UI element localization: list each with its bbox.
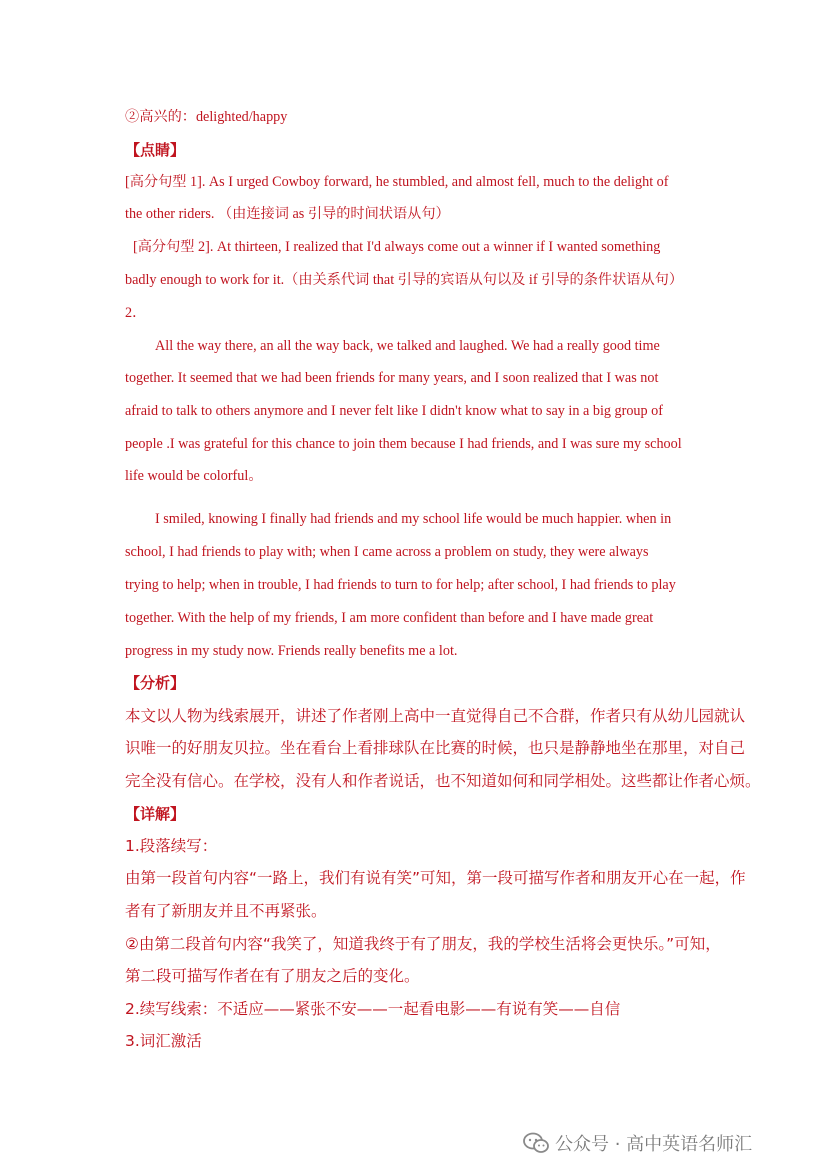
detail-line: 1.段落续写：: [125, 837, 218, 855]
section-heading-dianjing: 【点睛】: [125, 141, 186, 159]
paragraph-line: school, I had friends to play with; when I came across a problem on study, they were always: [125, 544, 649, 560]
paragraph-line: people .I was grateful for this chance to join them because I had friends, and I was sure my school: [125, 436, 682, 452]
detail-line: 3.词汇激活: [125, 1032, 202, 1050]
vocab-item: ②高兴的：delighted/happy: [125, 109, 288, 125]
paragraph-line: All the way there, an all the way back, we talked and laughed. We had a really good time: [155, 338, 660, 354]
paragraph-line: I smiled, knowing I finally had friends and my school life would be much happier. when in: [155, 511, 672, 527]
detail-line: 由第一段首句内容“一路上，我们有说有笑”可知，第一段可描写作者和朋友开心在一起，作: [125, 869, 746, 887]
analysis-line: 本文以人物为线索展开，讲述了作者刚上高中一直觉得自己不合群，作者只有从幼儿园就认: [125, 707, 746, 725]
paragraph-line: afraid to talk to others anymore and I never felt like I didn't know what to say in a big group of: [125, 403, 663, 419]
text-line: the other riders. （由连接词 as 引导的时间状语从句）: [125, 206, 450, 222]
watermark-text: 公众号 · 高中英语名师汇: [555, 1134, 753, 1155]
detail-line: 2.续写线索：不适应——紧张不安——一起看电影——有说有笑——自信: [125, 1000, 621, 1018]
text-line: [高分句型 2]. At thirteen, I realized that I'd always come out a winner if I wanted something: [133, 239, 661, 255]
text-line: [高分句型 1]. As I urged Cowboy forward, he stumbled, and almost fell, much to the delight of: [125, 174, 669, 190]
paragraph-line: together. It seemed that we had been friends for many years, and I soon realized that I was not: [125, 370, 659, 386]
analysis-line: 识唯一的好朋友贝拉。坐在看台上看排球队在比赛的时候，也只是静静地坐在那里，对自己: [125, 739, 746, 757]
paragraph-line: trying to help; when in trouble, I had friends to turn to for help; after school, I had friends to play: [125, 577, 676, 593]
paragraph-line: together. With the help of my friends, I am more confident than before and I have made great: [125, 610, 654, 626]
text-line: badly enough to work for it.（由关系代词 that 引导的宾语从句以及 if 引导的条件状语从句）: [125, 272, 684, 288]
item-number: 2．: [125, 305, 147, 321]
section-heading-xiangjie: 【详解】: [125, 805, 186, 823]
detail-line: 第二段可描写作者在有了朋友之后的变化。: [125, 967, 420, 985]
section-heading-fenxi: 【分析】: [125, 674, 186, 692]
watermark: [523, 1128, 752, 1158]
detail-line: ②由第二段首句内容“我笑了，知道我终于有了朋友，我的学校生活将会更快乐。”可知，: [125, 935, 721, 953]
detail-line: 者有了新朋友并且不再紧张。: [125, 902, 327, 920]
wechat-icon: [523, 1132, 549, 1154]
paragraph-line: life would be colorful。: [125, 468, 263, 484]
paragraph-line: progress in my study now. Friends really benefits me a lot.: [125, 643, 458, 659]
analysis-line: 完全没有信心。在学校，没有人和作者说话，也不知道如何和同学相处。这些都让作者心烦。: [125, 772, 761, 790]
